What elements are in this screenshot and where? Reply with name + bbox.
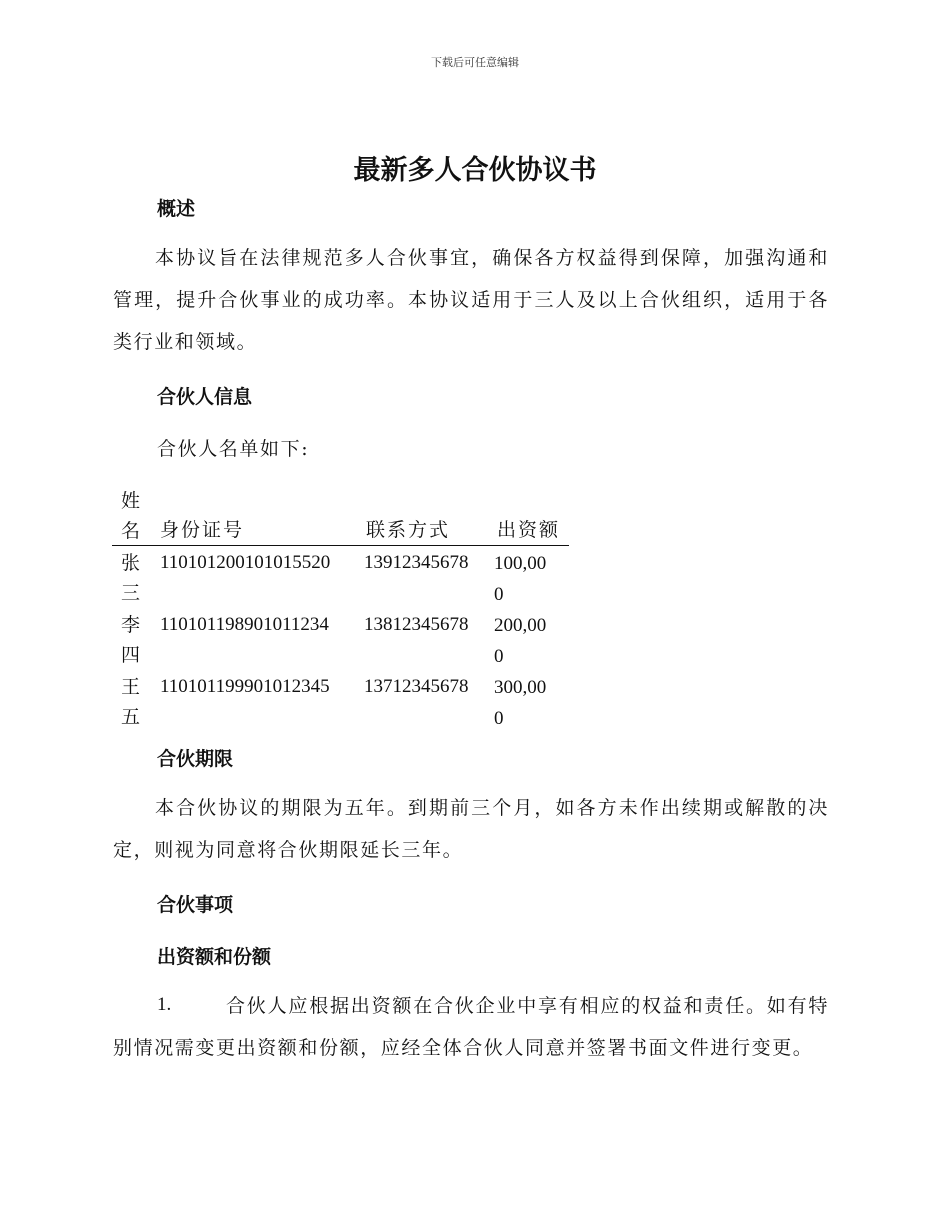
term-heading: 合伙期限 [157,748,234,770]
partner-name: 李四 [121,614,141,666]
partner-id: 110101199901012345 [160,676,330,697]
header-phone: 联系方式 [366,519,451,541]
overview-heading: 概述 [157,198,196,220]
partner-phone: 13712345678 [364,676,469,697]
header-amount: 出资额 [497,519,561,541]
document-title: 最新多人合伙协议书 [353,155,597,186]
partner-id: 110101198901011234 [160,614,329,635]
partner-id: 110101200101015520 [160,552,331,573]
table-header-row [112,486,569,546]
partners-intro: 合伙人名单如下: [157,438,310,460]
table-row [112,670,569,732]
partner-amount: 100,000 [494,553,547,605]
capital-heading: 出资额和份额 [157,946,272,968]
partners-table [112,486,569,732]
table-row [112,608,569,670]
item1-paragraph: 合伙人应根据出资额在合伙企业中享有相应的权益和责任。如有特别情况需变更出资额和份额，应经全体合伙人同意并签署书面文件进行变更。 [113,995,829,1059]
partner-amount: 200,000 [494,615,547,667]
header-id: 身份证号 [160,519,245,541]
matters-heading: 合伙事项 [157,894,234,916]
overview-paragraph: 本协议旨在法律规范多人合伙事宜，确保各方权益得到保障，加强沟通和管理，提升合伙事业的成功率。本协议适用于三人及以上合伙组织，适用于各类行业和领域。 [113,247,829,353]
term-paragraph: 本合伙协议的期限为五年。到期前三个月，如各方未作出续期或解散的决定，则视为同意将合伙期限延长三年。 [113,797,829,861]
partner-phone: 13812345678 [364,614,469,635]
item-number: 1. [157,994,172,1015]
partner-phone: 13912345678 [364,552,469,573]
header-note: 下载后可任意编辑 [431,56,519,69]
partner-name: 张三 [121,552,141,604]
partner-amount: 300,000 [494,677,547,729]
partners-heading: 合伙人信息 [157,386,253,408]
table-row [112,546,569,608]
header-name: 姓名 [121,490,141,542]
partner-name: 王五 [121,676,141,728]
